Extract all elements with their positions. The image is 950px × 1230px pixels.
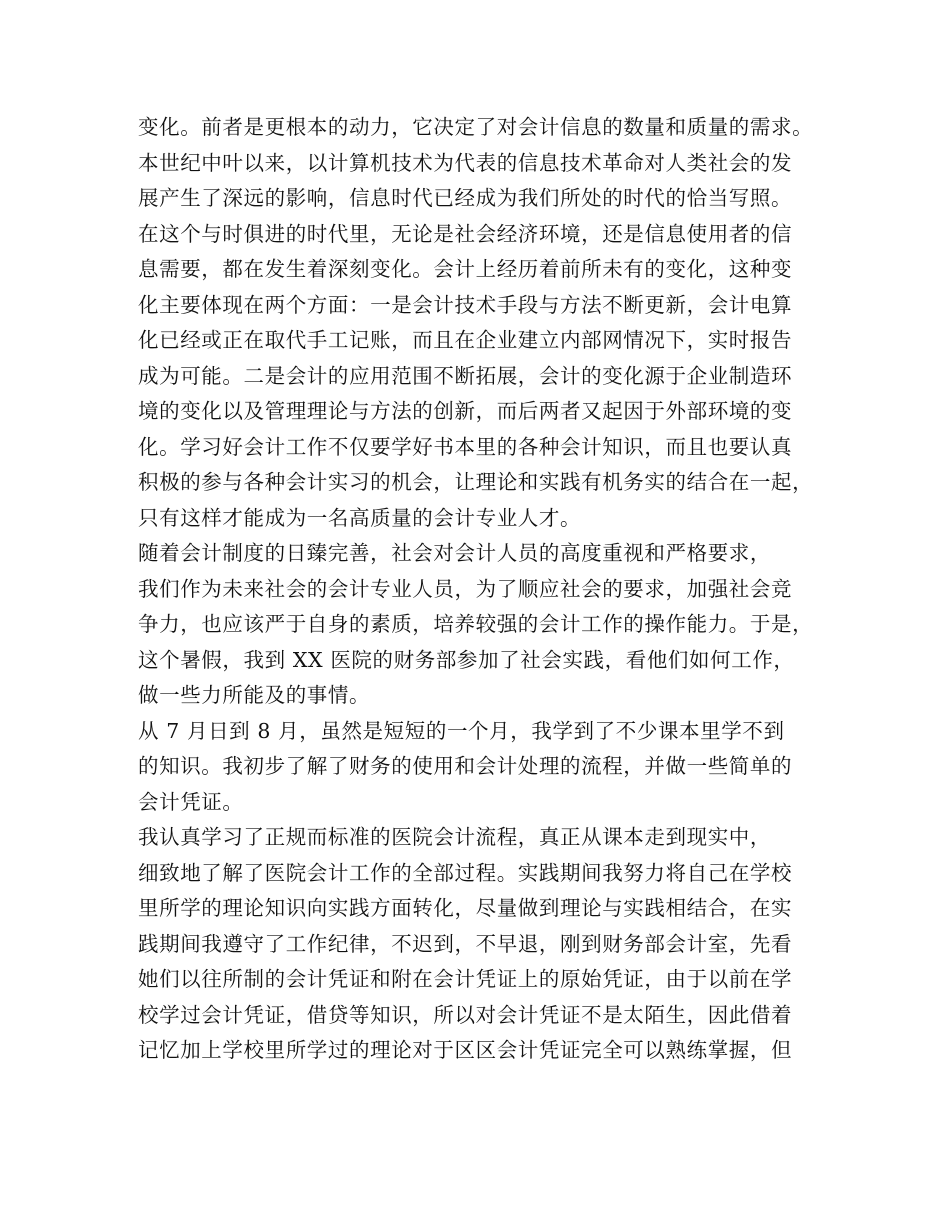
text-line: 争力，也应该严于自身的素质，培养较强的会计工作的操作能力。于是， bbox=[138, 612, 814, 636]
text-line: 这个暑假，我到 XX 医院的财务部参加了社会实践，看他们如何工作， bbox=[138, 647, 795, 672]
text-line: 化主要体现在两个方面：一是会计技术手段与方法不断更新，会计电算 bbox=[138, 292, 793, 317]
text-line: 变化。前者是更根本的动力，它决定了对会计信息的数量和质量的需求。 bbox=[138, 115, 814, 139]
text-line: 我们作为未来社会的会计专业人员，为了顺应社会的要求，加强社会竞 bbox=[138, 576, 793, 601]
text-line: 化。学习好会计工作不仅要学好书本里的各种会计知识，而且也要认真 bbox=[138, 434, 793, 459]
text-line: 细致地了解了医院会计工作的全部过程。实践期间我努力将自己在学校 bbox=[138, 860, 793, 885]
text-line: 里所学的理论知识向实践方面转化，尽量做到理论与实践相结合，在实 bbox=[138, 896, 793, 920]
text-line: 校学过会计凭证，借贷等知识，所以对会计凭证不是太陌生，因此借着 bbox=[138, 1002, 793, 1027]
body-text bbox=[138, 110, 838, 1069]
text-line: 境的变化以及管理理论与方法的创新，而后两者又起因于外部环境的变 bbox=[138, 399, 793, 423]
text-line: 我认真学习了正规而标准的医院会计流程，真正从课本走到现实中， bbox=[138, 825, 771, 849]
text-line: 她们以往所制的会计凭证和附在会计凭证上的原始凭证，由于以前在学 bbox=[138, 967, 793, 991]
text-line: 做一些力所能及的事情。 bbox=[138, 683, 371, 707]
text-line: 展产生了深远的影响，信息时代已经成为我们所处的时代的恰当写照。 bbox=[138, 186, 793, 210]
text-line: 只有这样才能成为一名高质量的会计专业人才。 bbox=[138, 505, 582, 530]
text-line: 积极的参与各种会计实习的机会，让理论和实践有机务实的结合在一起， bbox=[138, 470, 814, 494]
text-line: 的知识。我初步了解了财务的使用和会计处理的流程，并做一些简单的 bbox=[138, 754, 793, 778]
text-line: 记忆加上学校里所学过的理论对于区区会计凭证完全可以熟练掌握，但 bbox=[138, 1038, 793, 1062]
text-line: 从 7 月日到 8 月，虽然是短短的一个月，我学到了不少课本里学不到 bbox=[138, 718, 785, 743]
text-line: 随着会计制度的日臻完善，社会对会计人员的高度重视和严格要求， bbox=[138, 541, 771, 565]
text-line: 成为可能。二是会计的应用范围不断拓展，会计的变化源于企业制造环 bbox=[138, 363, 793, 388]
text-line: 在这个与时俱进的时代里，无论是社会经济环境，还是信息使用者的信 bbox=[138, 221, 793, 246]
text-line: 本世纪中叶以来，以计算机技术为代表的信息技术革命对人类社会的发 bbox=[138, 150, 793, 175]
text-line: 会计凭证。 bbox=[138, 789, 244, 814]
text-line: 化已经或正在取代手工记账，而且在企业建立内部网情况下，实时报告 bbox=[138, 328, 793, 352]
text-line: 践期间我遵守了工作纪律，不迟到，不早退，刚到财务部会计室，先看 bbox=[138, 931, 793, 956]
text-line: 息需要，都在发生着深刻变化。会计上经历着前所未有的变化，这种变 bbox=[138, 257, 793, 281]
